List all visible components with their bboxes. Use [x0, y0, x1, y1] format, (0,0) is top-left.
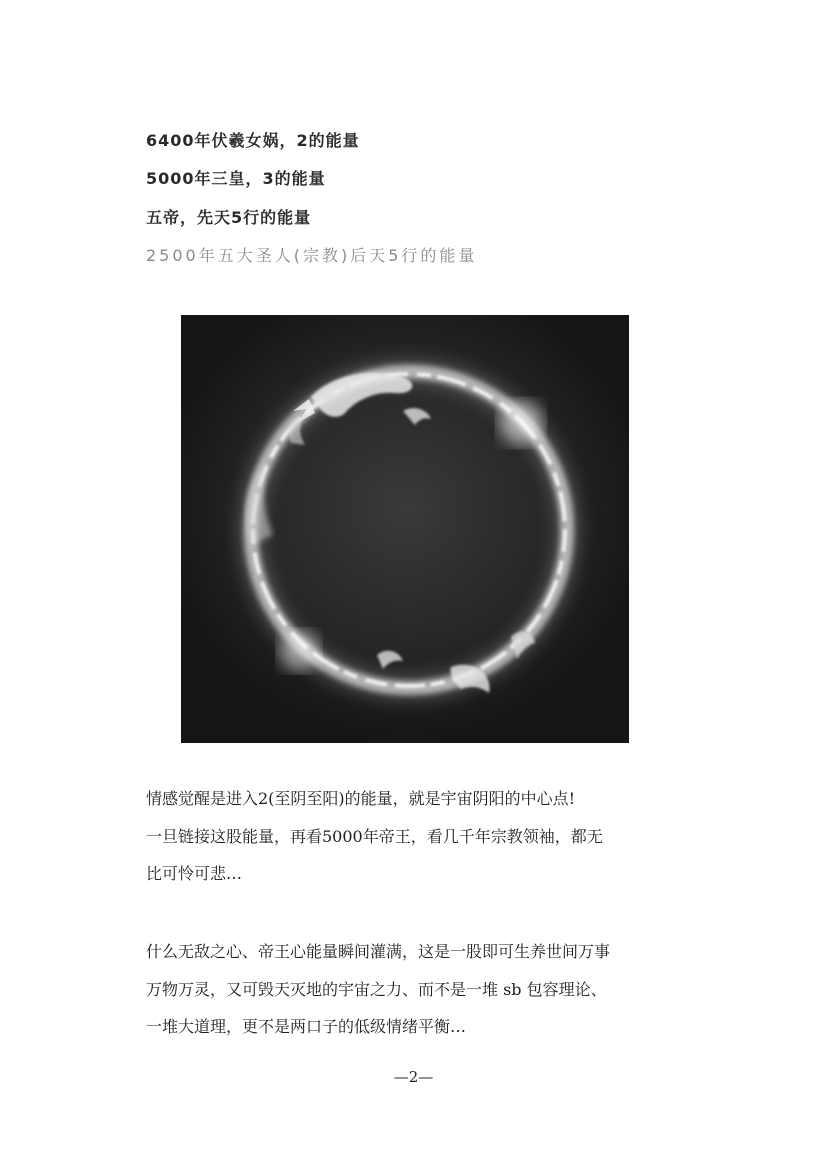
heading-line-1: 6400年伏羲女娲，2的能量	[146, 131, 360, 150]
heading-line-4: 2500年五大圣人(宗教)后天5行的能量	[146, 246, 478, 265]
ouroboros-dragon-ring-icon	[181, 315, 629, 743]
heading-line-3: 五帝，先天5行的能量	[146, 208, 312, 227]
page-number: —2—	[393, 1068, 434, 1086]
paragraph-1-line-3: 比可怜可悲…	[146, 864, 243, 883]
paragraph-2-line-2: 万物万灵，又可毁天灭地的宇宙之力、而不是一堆 sb 包容理论、	[146, 980, 607, 999]
dragon-ring-image	[181, 315, 629, 743]
paragraph-2-line-3: 一堆大道理，更不是两口子的低级情绪平衡…	[146, 1017, 467, 1036]
paragraph-2-line-1: 什么无敌之心、帝王心能量瞬间灌满，这是一股即可生养世间万事	[146, 942, 611, 961]
paragraph-1-line-2: 一旦链接这股能量，再看5000年帝王，看几千年宗教领袖，都无	[146, 827, 603, 846]
paragraph-1-line-1: 情感觉醒是进入2(至阴至阳)的能量，就是宇宙阴阳的中心点!	[146, 789, 576, 808]
heading-line-2: 5000年三皇，3的能量	[146, 169, 326, 188]
